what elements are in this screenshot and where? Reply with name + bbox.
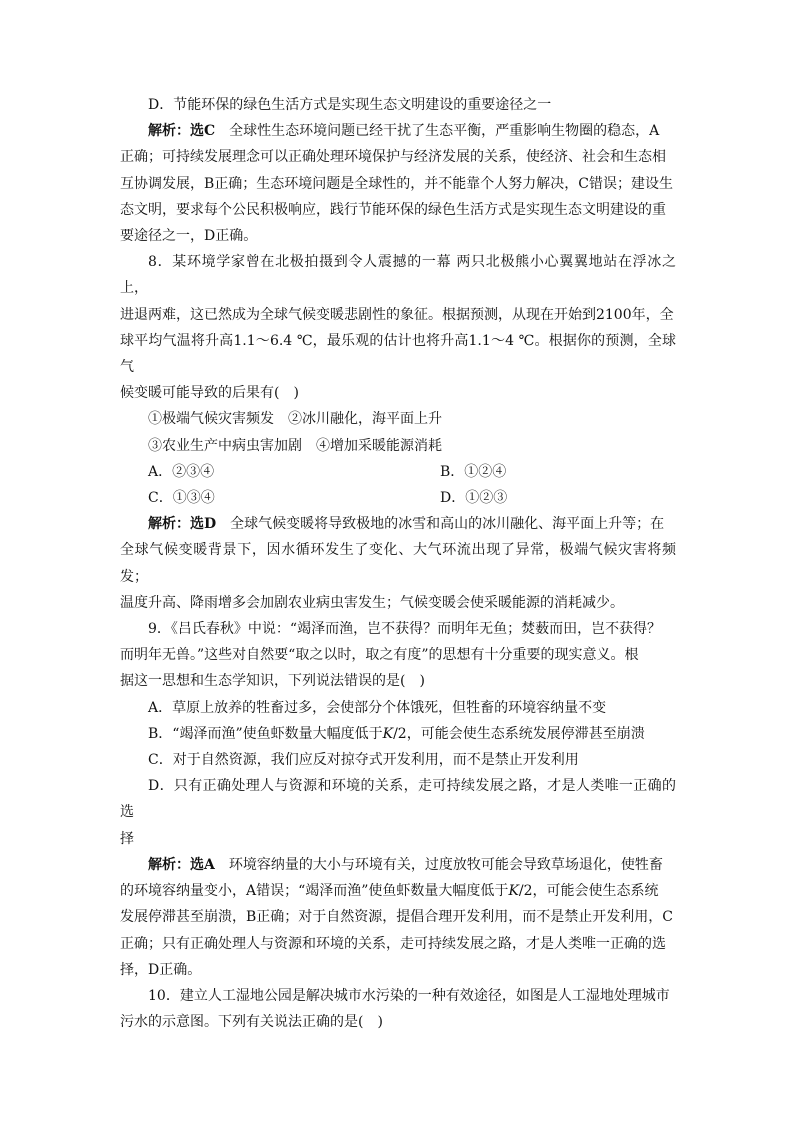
- q9-option-a: A．草原上放养的牲畜过多，会使部分个体饿死，但牲畜的环境容纳量不变: [148, 699, 607, 716]
- q9-explanation-line: 正确；只有正确处理人与资源和环境的关系，走可持续发展之路，才是人类唯一正确的选: [120, 935, 666, 952]
- q9-explanation-line: 发展停滞甚至崩溃，B正确；对于自然资源，提倡合理开发利用，而不是禁止开发利用，C: [120, 909, 673, 926]
- q9-option-c: C．对于自然资源，我们应反对掠夺式开发利用，而不是禁止开发利用: [148, 752, 579, 769]
- q8-stem: 8．某环境学家曾在北极拍摄到令人震撼的一幕 两只北极熊小心翼翼地站在浮冰之上，: [120, 254, 676, 297]
- q7-explanation-line: 要途径之一，D正确。: [120, 228, 258, 245]
- q8-item-list: ③农业生产中病虫害加剧 ④增加采暖能源消耗: [148, 437, 442, 454]
- q8-option-d: D．①②③: [440, 490, 508, 507]
- q8-options-row: [120, 459, 676, 485]
- q7-explanation-line: 互协调发展，B正确；生态环境问题是全球性的，并不能靠个人努力解决，C错误；建设生: [120, 175, 673, 192]
- q10-stem: 10．建立人工湿地公园是解决城市水污染的一种有效途径，如图是人工湿地处理城市: [148, 987, 670, 1004]
- q8-option-c: C．①③④: [148, 490, 215, 507]
- q8-stem-line: 球平均气温将升高1.1～6.4 ℃，最乐观的估计也将升高1.1～4 ℃。根据你的预测，全球气: [120, 332, 676, 376]
- q7-explanation-line: 正确；可持续发展理念可以正确处理环境保护与经济发展的关系，使经济、社会和生态相: [120, 149, 666, 166]
- q8-explanation: [120, 511, 676, 537]
- q9-explanation-line: 择，D正确。: [120, 961, 202, 978]
- q9-option-b-text: B．“竭泽而渔”使鱼虾数量大幅度低于: [148, 725, 383, 742]
- k-variable: K: [382, 725, 394, 742]
- q7-explanation-line: 态文明，要求每个公民积极响应，践行节能环保的绿色生活方式是实现生态文明建设的重: [120, 201, 666, 218]
- explanation-text: 的环境容纳量变小，A错误；“竭泽而渔”使鱼虾数量大幅度低于: [120, 883, 509, 900]
- q8-item-list: ①极端气候灾害频发 ②冰川融化，海平面上升: [148, 411, 442, 428]
- q9-option-d: D．只有正确处理人与资源和环境的关系，走可持续发展之路，才是人类唯一正确的选: [120, 778, 676, 821]
- q10-stem-line: 污水的示意图。下列有关说法正确的是( ): [120, 1014, 383, 1031]
- q8-option-b: B．①②④: [440, 463, 507, 480]
- explanation-label: 解析：: [148, 856, 190, 873]
- q9-stem: 9．《吕氏春秋》中说：“竭泽而渔，岂不获得？而明年无鱼；焚薮而田，岂不获得？: [148, 621, 662, 638]
- q8-stem-line: 进退两难，这已然成为全球气候变暖悲剧性的象征。根据预测，从现在开始到2100年，全: [120, 306, 674, 323]
- q8-explanation-line: 温度升高、降雨增多会加剧农业病虫害发生；气候变暖会使采暖能源的消耗减少。: [120, 594, 624, 611]
- explanation-text: 环境容纳量的大小与环境有关，过度放牧可能会导致草场退化，使牲畜: [228, 856, 663, 873]
- q9-explanation: [120, 852, 676, 878]
- document-page: [120, 92, 676, 1035]
- explanation-label: 解析：: [148, 123, 190, 140]
- q8-options-row: [120, 485, 676, 511]
- q9-stem-line: 据这一思想和生态学知识，下列说法错误的是( ): [120, 673, 425, 690]
- explanation-choice: 选A: [190, 856, 215, 873]
- q8-explanation-line: 全球气候变暖背景下，因水循环发生了变化、大气环流出现了异常，极端气候灾害将频发；: [120, 542, 676, 585]
- q9-option-b-text: /2，可能会使生态系统发展停滞甚至崩溃: [393, 725, 645, 742]
- q7-option-d: D．节能环保的绿色生活方式是实现生态文明建设的重要途径之一: [148, 97, 552, 113]
- explanation-choice: 选C: [190, 123, 216, 140]
- k-variable: K: [508, 883, 519, 900]
- explanation-text: 全球气候变暖将导致极地的冰雪和高山的冰川融化、海平面上升等；在: [230, 516, 665, 533]
- q9-option-d-line: 择: [120, 830, 134, 847]
- explanation-label: 解析：: [148, 516, 190, 533]
- q9-option-b: [120, 721, 676, 747]
- q8-option-a: A．②③④: [148, 463, 215, 480]
- explanation-text: 全球性生态环境问题已经干扰了生态平衡，严重影响生物圈的稳态，A: [229, 123, 660, 140]
- q8-stem-line: 候变暖可能导致的后果有( ): [120, 385, 299, 402]
- explanation-choice: 选D: [190, 516, 217, 533]
- q7-explanation: [120, 118, 676, 144]
- explanation-text: /2，可能会使生态系统: [518, 883, 659, 900]
- q9-explanation-line: [120, 878, 676, 904]
- q9-stem-line: 而明年无兽。”这些对自然要“取之以时，取之有度”的思想有十分重要的现实意义。根: [120, 647, 639, 664]
